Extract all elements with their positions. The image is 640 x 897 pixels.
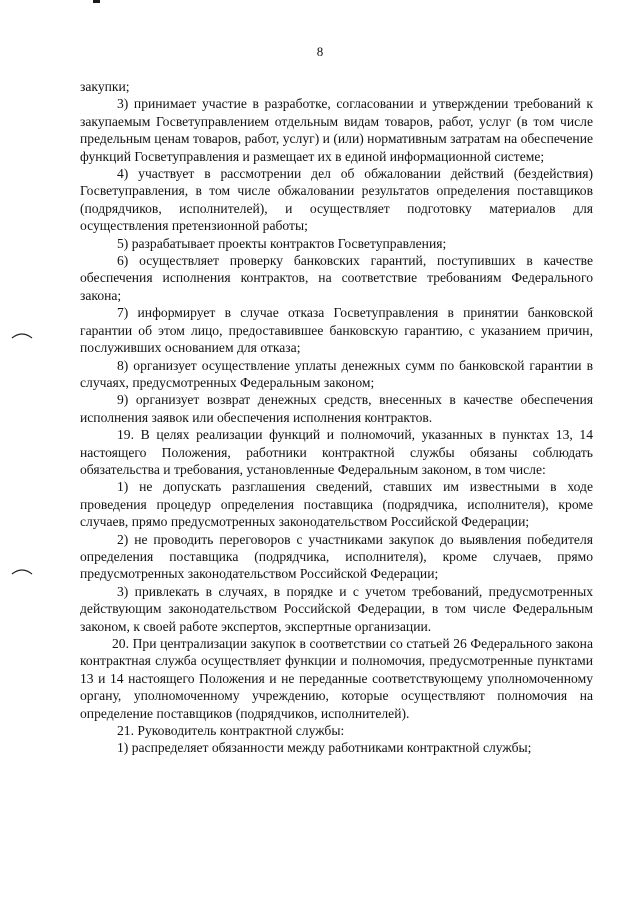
scan-edge-mark: [93, 0, 100, 3]
document-body: [80, 78, 593, 757]
paragraph-item-5: 5) разрабатывает проекты контрактов Госветуправления;: [117, 235, 447, 251]
paragraph-19-item-3: 3) привлекать в случаях, в порядке и с учетом требований, предусмотренных действующим законодательством Российской Федерации, в том числе Федеральным законом, к своей работе экспертов, экспертные организации.: [80, 583, 593, 634]
paragraph-item-3: 3) принимает участие в разработке, согласовании и утверждении требований к закупаемым Госветуправлением отдельным видам товаров, работ, услуг (в том числе предельным ценам товаров, работ, услуг) и (или) нормативным затратам на обеспечение функций Госветуправления и размещает их в единой информационной системе;: [80, 96, 593, 164]
paragraph-section-20: 20. При централизации закупок в соответствии со статьей 26 Федерального закона контрактная служба осуществляет функции и полномочия, предусмотренные пунктами 13 и 14 настоящего Положения и не переданные соответствующему уполномоченному органу, уполномоченному учреждению, которые осуществляют полномочия на определение поставщиков (подрядчиков, исполнителей).: [80, 636, 593, 721]
paragraph-21-item-1: 1) распределяет обязанности между работниками контрактной службы;: [117, 740, 532, 756]
punch-hole-mark-upper: [10, 330, 34, 340]
paragraph-item-6: 6) осуществляет проверку банковских гарантий, поступивших в качестве обеспечения исполнения контрактов, на соответствие требованиям Федерального закона;: [80, 253, 593, 303]
page-number: 8: [316, 44, 324, 59]
paragraph-item-8: 8) организует осуществление уплаты денежных сумм по банковской гарантии в случаях, предусмотренных Федеральным законом;: [80, 357, 593, 390]
paragraph-continuation: закупки;: [80, 79, 130, 94]
paragraph-19-item-2: 2) не проводить переговоров с участниками закупок до выявления победителя определения поставщика (подрядчика, исполнителя), кроме случаев, прямо предусмотренных законодательством Российской Федерации;: [80, 531, 593, 582]
paragraph-item-7: 7) информирует в случае отказа Госветуправления в принятии банковской гарантии об этом лицо, предоставившее банковскую гарантию, с указанием причин, послуживших основанием для отказа;: [80, 305, 593, 356]
paragraph-item-4: 4) участвует в рассмотрении дел об обжаловании действий (бездействия) Госветуправления, в том числе обжаловании результатов определения поставщиков (подрядчиков, исполнителей), и осуществляет подготовку материалов для осуществления претензионной работы;: [80, 166, 593, 234]
paragraph-item-9: 9) организует возврат денежных средств, внесенных в качестве обеспечения исполнения заявок или обеспечения исполнения контрактов.: [80, 392, 593, 425]
punch-hole-mark-lower: [10, 566, 34, 576]
paragraph-section-21: 21. Руководитель контрактной службы:: [117, 723, 345, 739]
paragraph-19-item-1: 1) не допускать разглашения сведений, ставших им известными в ходе проведения процедур определения поставщика (подрядчика, исполнителя), кроме случаев, прямо предусмотренных законодательством Российской Федерации;: [80, 479, 593, 530]
paragraph-section-19: 19. В целях реализации функций и полномочий, указанных в пунктах 13, 14 настоящего Положения, работники контрактной службы обязаны соблюдать обязательства и требования, установленные Федеральным законом, в том числе:: [80, 427, 593, 477]
